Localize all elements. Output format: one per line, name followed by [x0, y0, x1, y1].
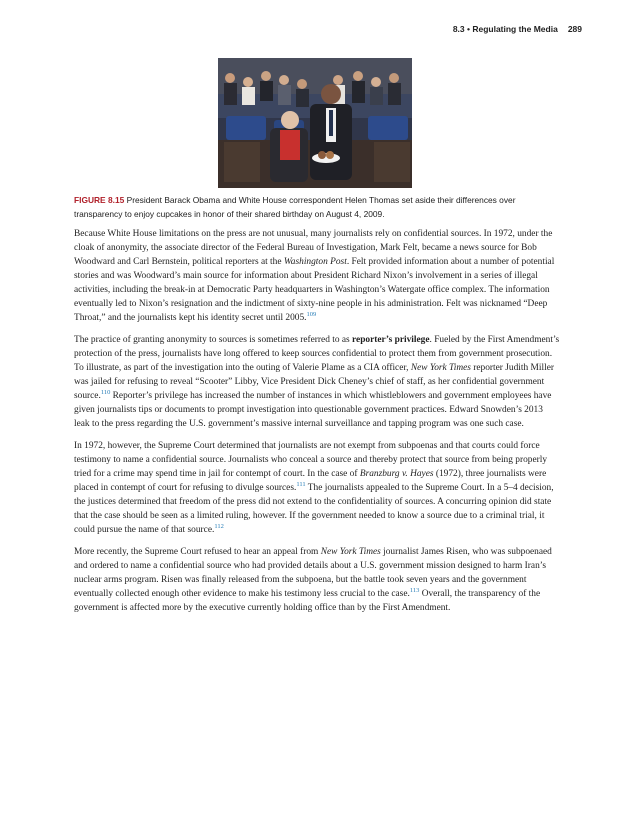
p1-text-1: Because White House limitations on the press are not unusual, many journalists rely on confidential sources. In 1972, under the cloak of anonymity, the associate director of the Federal Bureau of Investigation, Mark Felt, became a news source for Bob Woodward and Carl Bernstein, political reporters at the [74, 229, 553, 267]
body-text [74, 227, 560, 623]
paragraph-1 [74, 227, 560, 325]
p2-text-3: reporter Judith Miller was jailed for refusing to reveal “Scooter” Libby, Vice President Dick Cheney’s chief of staff, as her confidential government source. [74, 363, 554, 401]
p3-italic-1: Branzburg v. Hayes [359, 469, 434, 479]
footnote-110[interactable]: 110 [100, 388, 111, 396]
p4-text-3: Overall, the transparency of the government is affected more by the executive currently holding office than by the First Amendment. [74, 589, 541, 613]
press-room-photo [218, 58, 412, 188]
p2-text-2: . Fueled by the First Amendment’s protection of the press, journalists have long offered to keep sources confidential to protect them from government prosecution. To illustrate, as part of the investigation into the outing of Valerie Plame as a CIA officer, [74, 335, 560, 373]
footnote-112[interactable]: 112 [214, 522, 224, 530]
figure-caption [74, 193, 560, 221]
footnote-111[interactable]: 111 [296, 480, 306, 488]
p2-italic-1: New York Times [410, 363, 471, 373]
p4-text-1: More recently, the Supreme Court refused to hear an appeal from [74, 547, 321, 557]
figure-caption-text: President Barack Obama and White House correspondent Helen Thomas set aside their differences over transparency to enjoy cupcakes in honor of their shared birthday on August 4, 2009. [74, 195, 516, 219]
page-number: 289 [567, 24, 582, 34]
footnote-109[interactable]: 109 [306, 310, 317, 318]
p2-text-4: Reporter’s privilege has increased the number of instances in which whistleblowers and government employees have given journalists tips or documents to prompt investigation into questionable government practices. Edward Snowden’s 2013 leak to the press regarding the U.S. government’s massive internal surveillance and tapping program was one such case. [74, 391, 552, 429]
key-term-reporters-privilege: reporter’s privilege [352, 335, 430, 345]
p4-text-2: journalist James Risen, who was subpoenaed and ordered to name a confidential source who had provided details about a U.S. government mission designed to harm Iran’s nuclear arms program. Risen was finally released from the subpoena, but the battle took seven years and the government eventually collected enough other evidence to make his testimony less crucial to the case. [74, 547, 552, 599]
p3-text-2: (1972), three journalists were placed in contempt of court for refusing to divulge sources. [74, 469, 547, 493]
running-header [453, 24, 582, 34]
p4-italic-1: New York Times [320, 547, 381, 557]
footnote-113[interactable]: 113 [409, 586, 420, 594]
p1-italic-1: Washington Post [283, 257, 347, 267]
paragraph-2 [74, 333, 560, 431]
p3-text-1: In 1972, however, the Supreme Court determined that journalists are not exempt from subpoenas and that courts could force testimony to name a confidential source. Journalists who conceal a source and thereby protect that source from being properly tried for a crime may spend time in jail for contempt of court. In the case of [74, 441, 548, 479]
paragraph-4 [74, 545, 560, 615]
p1-text-2: . Felt provided information about a number of potential stories and was Woodward’s main source for information about President Richard Nixon’s involvement in a series of illegal activities, including the break-in at Democratic Party headquarters in Washington’s Watergate office complex. The information eventually led to Nixon’s resignation and the indictment of sixty-nine people in his administration. Felt was nicknamed “Deep Throat,” and the journalists kept his identity secret until 2005. [74, 257, 555, 323]
p2-text-1: The practice of granting anonymity to sources is sometimes referred to as [74, 335, 353, 345]
p3-text-3: The journalists appealed to the Supreme Court. In a 5–4 decision, the justices determined that freedom of the press did not extend to the confidentiality of sources. A concurring opinion did state that the case should be seen as a limited ruling, however. If the government needed to know a source due to a criminal trial, it could pursue the name of that source. [74, 483, 554, 535]
figure-label: FIGURE 8.15 [74, 195, 125, 205]
paragraph-3 [74, 439, 560, 537]
section-title: 8.3 • Regulating the Media [452, 24, 558, 34]
figure-photo [218, 58, 412, 188]
